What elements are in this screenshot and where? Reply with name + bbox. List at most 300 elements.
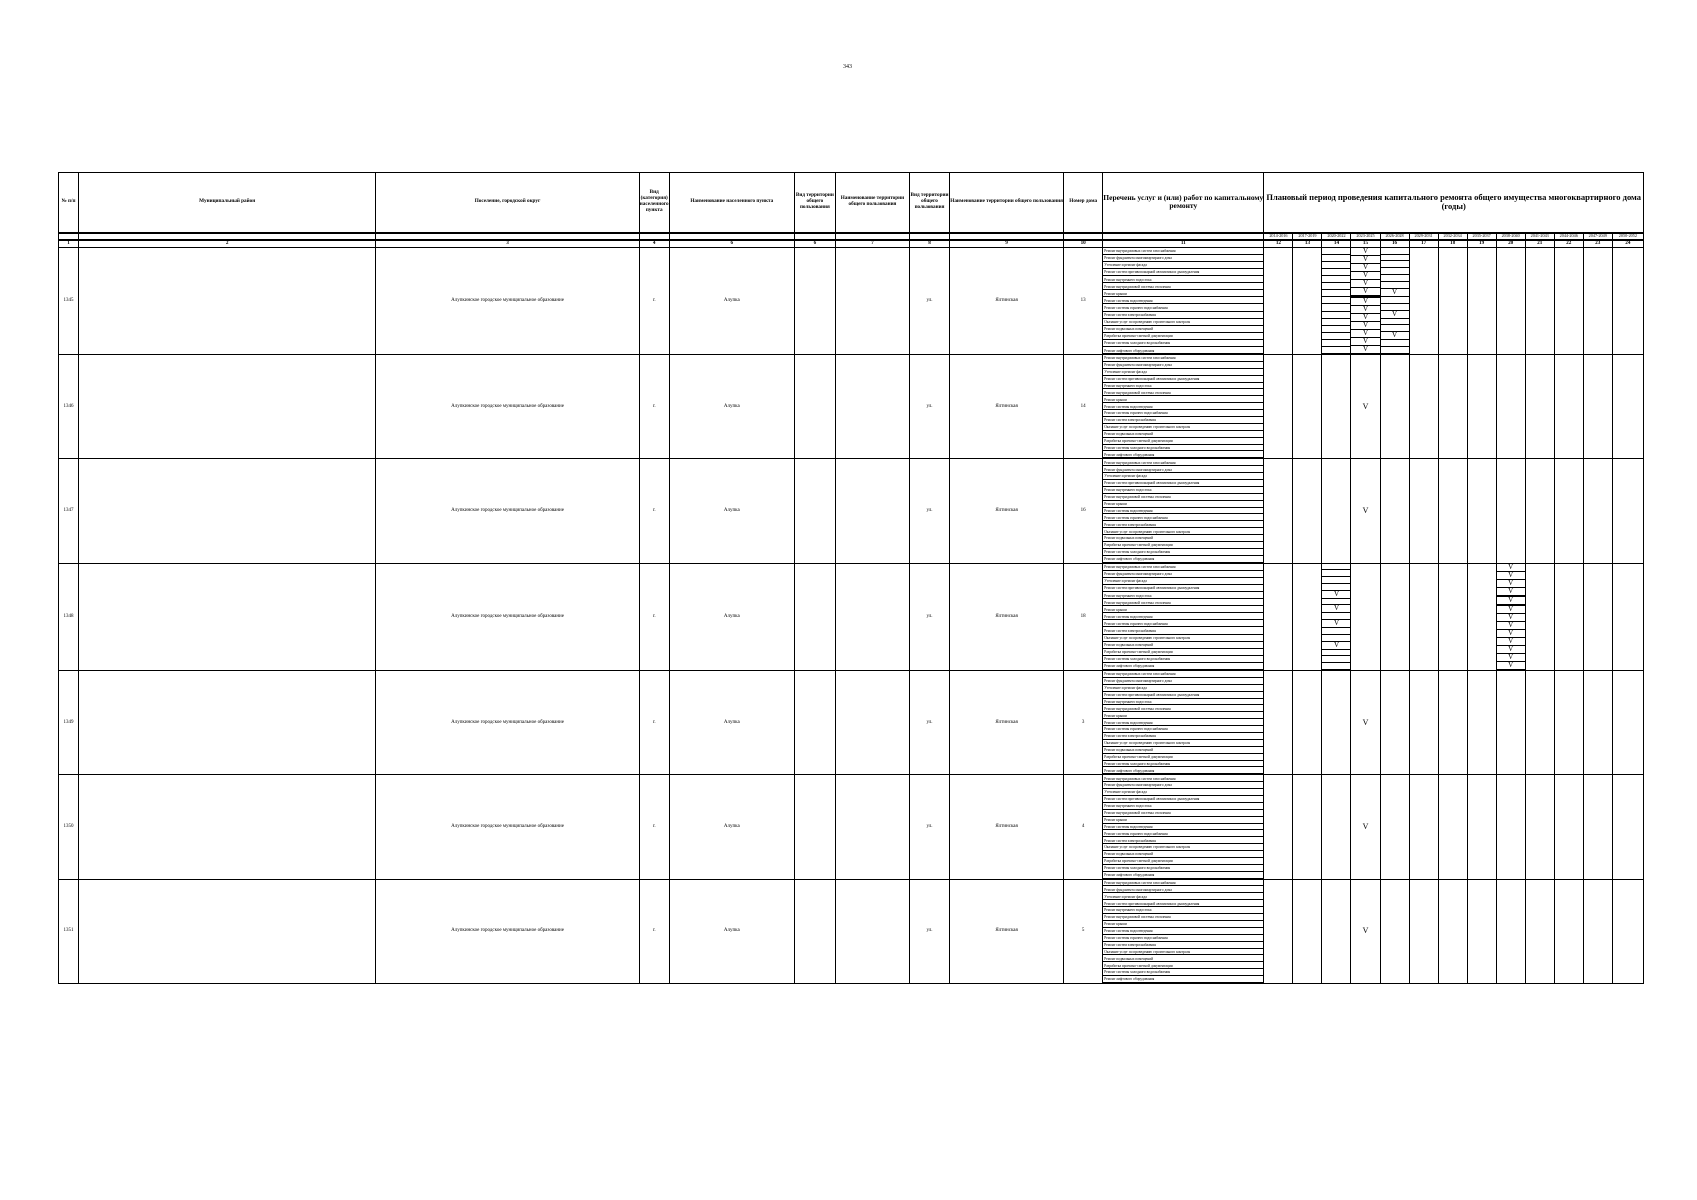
table-row (59, 247, 1644, 354)
year-cell (1409, 775, 1438, 879)
work-item: Оказание услуг по проведению строительного контроля (1103, 635, 1263, 642)
work-item: Оказание услуг по проведению строительного контроля (1103, 528, 1263, 535)
year-spacer-cell (639, 233, 669, 240)
year-cell (1438, 355, 1467, 459)
work-item: Разработка проектно-сметной документации (1103, 438, 1263, 445)
year-cell (1583, 563, 1612, 670)
territory-name-cell (835, 670, 909, 774)
year-cell (1438, 775, 1467, 879)
empty-mark-slot (1381, 297, 1409, 304)
check-mark: V (1497, 654, 1525, 662)
check-mark: V (1497, 630, 1525, 638)
row-number: 1345 (59, 247, 79, 354)
work-item: Ремонт подвальных помещений (1103, 642, 1263, 649)
year-cell (1525, 775, 1554, 879)
header-num: № п/п (59, 173, 79, 233)
street-kind-cell: ул. (909, 247, 949, 354)
year-cell (1438, 247, 1467, 354)
work-item: Ремонт системы водоотведения (1103, 297, 1263, 304)
street-cell: Ялтинская (950, 355, 1064, 459)
district-cell (79, 459, 376, 563)
locality-kind-cell: г. (639, 247, 669, 354)
work-item: Ремонт крыши (1103, 396, 1263, 403)
year-period-header: 2044-2046 (1554, 233, 1583, 240)
work-item: Ремонт внутридомовых систем газоснабжения (1103, 564, 1263, 571)
table-row (59, 879, 1644, 983)
column-number: 20 (1496, 240, 1525, 248)
empty-mark-slot (1322, 347, 1350, 354)
work-item: Ремонт систем противопожарной автоматики и дымоудаления (1103, 269, 1263, 276)
settlement-cell: Алупкинское городское муниципальное образование (376, 670, 639, 774)
work-item: Ремонт систем электроснабжения (1103, 837, 1263, 844)
year-cell (1467, 459, 1496, 563)
row-number: 1348 (59, 563, 79, 670)
work-item: Ремонт системы водоотведения (1103, 613, 1263, 620)
street-kind-cell: ул. (909, 670, 949, 774)
empty-mark-slot (1381, 340, 1409, 347)
work-item: Ремонт систем электроснабжения (1103, 942, 1263, 949)
year-cell (1525, 459, 1554, 563)
work-item: Ремонт систем электроснабжения (1103, 733, 1263, 740)
work-item: Ремонт внутридомовой системы отопления (1103, 810, 1263, 817)
work-item: Ремонт системы холодного водоснабжения (1103, 340, 1263, 347)
works-list-cell (1103, 355, 1264, 459)
header-territory-kind: Вид территории общего пользования (794, 173, 835, 233)
work-item: Разработка проектно-сметной документации (1103, 542, 1263, 549)
year-cell (1467, 355, 1496, 459)
check-mark: V (1362, 506, 1369, 516)
work-item: Оказание услуг по проведению строительного контроля (1103, 740, 1263, 747)
check-mark: V (1362, 926, 1369, 936)
check-mark: V (1362, 717, 1369, 727)
year-cell (1380, 563, 1409, 670)
year-cell (1496, 355, 1525, 459)
work-item: Ремонт системы холодного водоснабжения (1103, 549, 1263, 556)
year-period-header: 2017-2019 (1293, 233, 1322, 240)
check-mark: V (1351, 330, 1379, 338)
locality-kind-cell: г. (639, 879, 669, 983)
year-cell (1380, 355, 1409, 459)
work-item: Ремонт системы водоотведения (1103, 928, 1263, 935)
column-number: 21 (1525, 240, 1554, 248)
check-mark: V (1322, 605, 1350, 613)
year-cell (1351, 247, 1380, 354)
column-number: 16 (1380, 240, 1409, 248)
work-item: Ремонт фундамента многоквартирного дома (1103, 886, 1263, 893)
year-cell (1496, 459, 1525, 563)
locality-cell: Алупка (669, 459, 794, 563)
year-cell (1351, 563, 1380, 670)
year-cell (1380, 247, 1409, 354)
empty-mark-slot (1322, 319, 1350, 326)
year-spacer-cell (376, 233, 639, 240)
work-item: Ремонт подвальных помещений (1103, 747, 1263, 754)
check-mark: V (1497, 646, 1525, 654)
year-cell (1554, 879, 1583, 983)
year-cell (1612, 459, 1643, 563)
year-cell (1496, 247, 1525, 354)
year-cell (1583, 879, 1612, 983)
column-number: 9 (950, 240, 1064, 248)
work-item: Ремонт крыши (1103, 712, 1263, 719)
house-number-cell: 14 (1064, 355, 1103, 459)
work-item: Ремонт внутреннего водостока (1103, 803, 1263, 810)
locality-kind-cell: г. (639, 563, 669, 670)
territory-name-cell (835, 355, 909, 459)
year-spacer-cell (835, 233, 909, 240)
works-list-cell (1103, 459, 1264, 563)
year-period-header: 2050-2052 (1612, 233, 1643, 240)
house-number-cell: 4 (1064, 775, 1103, 879)
work-item: Ремонт внутридомовой системы отопления (1103, 914, 1263, 921)
house-number-cell: 16 (1064, 459, 1103, 563)
year-cell (1293, 879, 1322, 983)
street-kind-cell: ул. (909, 775, 949, 879)
settlement-cell: Алупкинское городское муниципальное образование (376, 563, 639, 670)
work-item: Ремонт систем противопожарной автоматики и дымоудаления (1103, 376, 1263, 383)
street-cell: Ялтинская (950, 459, 1064, 563)
year-cell (1351, 879, 1380, 983)
work-item: Ремонт подвальных помещений (1103, 535, 1263, 542)
header-locality-name: Наименование населенного пункта (669, 173, 794, 233)
work-item: Ремонт фундамента многоквартирного дома (1103, 362, 1263, 369)
year-cell (1322, 355, 1351, 459)
work-item: Ремонт фундамента многоквартирного дома (1103, 466, 1263, 473)
empty-mark-slot (1322, 276, 1350, 283)
capital-repair-register-table (58, 172, 1644, 984)
house-number-cell: 3 (1064, 670, 1103, 774)
work-item: Утепление и ремонт фасада (1103, 685, 1263, 692)
work-item: Ремонт системы горячего водоснабжения (1103, 410, 1263, 417)
empty-mark-slot (1322, 269, 1350, 276)
locality-kind-cell: г. (639, 459, 669, 563)
year-spacer-cell (950, 233, 1064, 240)
year-cell (1612, 775, 1643, 879)
territory-name-cell (835, 563, 909, 670)
year-cell (1612, 247, 1643, 354)
empty-mark-slot (1322, 297, 1350, 304)
year-cell (1525, 879, 1554, 983)
work-item: Ремонт системы холодного водоснабжения (1103, 656, 1263, 663)
work-item: Ремонт внутридомовых систем газоснабжения (1103, 459, 1263, 466)
street-cell: Ялтинская (950, 563, 1064, 670)
house-number-cell: 13 (1064, 247, 1103, 354)
territory-name-cell (835, 775, 909, 879)
work-item: Ремонт лифтового оборудования (1103, 872, 1263, 879)
locality-cell: Алупка (669, 355, 794, 459)
work-item: Ремонт подвальных помещений (1103, 431, 1263, 438)
column-number: 8 (909, 240, 949, 248)
table-row (59, 355, 1644, 459)
check-mark: V (1322, 642, 1350, 650)
territory-name-cell (835, 247, 909, 354)
year-cell (1293, 247, 1322, 354)
empty-mark-slot (1381, 261, 1409, 268)
empty-mark-slot (1381, 275, 1409, 282)
year-cell (1554, 775, 1583, 879)
year-cell (1612, 563, 1643, 670)
empty-mark-slot (1322, 333, 1350, 340)
column-number: 4 (639, 240, 669, 248)
work-item: Ремонт системы горячего водоснабжения (1103, 830, 1263, 837)
year-cell (1467, 247, 1496, 354)
work-item: Ремонт внутридомовых систем газоснабжения (1103, 355, 1263, 362)
year-cell (1409, 879, 1438, 983)
year-cell (1264, 247, 1293, 354)
empty-mark-slot (1322, 577, 1350, 584)
year-cell (1351, 355, 1380, 459)
check-mark: V (1351, 306, 1379, 314)
year-cell (1583, 775, 1612, 879)
work-item: Ремонт крыши (1103, 606, 1263, 613)
territory-kind-cell (794, 879, 835, 983)
check-mark: V (1351, 322, 1379, 330)
table-row (59, 775, 1644, 879)
year-spacer-cell (669, 233, 794, 240)
column-number: 6 (669, 240, 794, 248)
check-mark: V (1351, 272, 1379, 280)
check-mark: V (1362, 822, 1369, 832)
work-item: Утепление и ремонт фасада (1103, 262, 1263, 269)
work-item: Разработка проектно-сметной документации (1103, 962, 1263, 969)
work-item: Ремонт системы горячего водоснабжения (1103, 620, 1263, 627)
year-cell (1438, 879, 1467, 983)
column-number: 13 (1293, 240, 1322, 248)
year-period-header: 2035-2037 (1467, 233, 1496, 240)
work-item: Оказание услуг по проведению строительного контроля (1103, 319, 1263, 326)
check-mark: V (1322, 591, 1350, 599)
column-number: 7 (835, 240, 909, 248)
column-number: 15 (1351, 240, 1380, 248)
settlement-cell: Алупкинское городское муниципальное образование (376, 879, 639, 983)
year-cell (1264, 670, 1293, 774)
territory-kind-cell (794, 247, 835, 354)
work-item: Ремонт внутридомовых систем газоснабжения (1103, 671, 1263, 678)
street-cell: Ялтинская (950, 879, 1064, 983)
year-cell (1525, 563, 1554, 670)
work-item: Ремонт внутридомовых систем газоснабжения (1103, 248, 1263, 255)
year-cell (1351, 670, 1380, 774)
header-street-kind: Вид территории общего пользования (909, 173, 949, 233)
territory-name-cell (835, 879, 909, 983)
column-number: 19 (1467, 240, 1496, 248)
year-cell (1554, 563, 1583, 670)
empty-mark-slot (1322, 656, 1350, 663)
year-cell (1496, 879, 1525, 983)
territory-kind-cell (794, 459, 835, 563)
street-kind-cell: ул. (909, 355, 949, 459)
empty-mark-slot (1322, 312, 1350, 319)
work-item: Утепление и ремонт фасада (1103, 369, 1263, 376)
settlement-cell: Алупкинское городское муниципальное образование (376, 775, 639, 879)
year-cell (1612, 670, 1643, 774)
year-period-header: 2026-2028 (1380, 233, 1409, 240)
empty-mark-slot (1322, 304, 1350, 311)
row-number: 1350 (59, 775, 79, 879)
year-spacer-cell (79, 233, 376, 240)
year-cell (1554, 355, 1583, 459)
district-cell (79, 563, 376, 670)
year-cell (1409, 247, 1438, 354)
empty-mark-slot (1322, 340, 1350, 347)
check-mark: V (1351, 280, 1379, 288)
check-mark: V (1351, 298, 1379, 306)
work-item: Ремонт внутридомовой системы отопления (1103, 705, 1263, 712)
year-cell (1438, 459, 1467, 563)
year-cell (1409, 459, 1438, 563)
column-number: 17 (1409, 240, 1438, 248)
empty-mark-slot (1322, 628, 1350, 635)
year-cell (1293, 355, 1322, 459)
year-cell (1264, 775, 1293, 879)
work-item: Утепление и ремонт фасада (1103, 893, 1263, 900)
year-cell (1322, 247, 1351, 354)
territory-kind-cell (794, 775, 835, 879)
check-mark: V (1497, 606, 1525, 614)
work-item: Ремонт системы водоотведения (1103, 508, 1263, 515)
street-cell: Ялтинская (950, 670, 1064, 774)
check-mark: V (1497, 572, 1525, 580)
check-mark: V (1497, 597, 1525, 605)
work-item: Ремонт внутреннего водостока (1103, 592, 1263, 599)
work-item: Ремонт подвальных помещений (1103, 955, 1263, 962)
work-item: Разработка проектно-сметной документации (1103, 754, 1263, 761)
year-cell (1293, 459, 1322, 563)
year-cell (1380, 670, 1409, 774)
row-number: 1349 (59, 670, 79, 774)
year-cell (1322, 775, 1351, 879)
header-street-name: Наименование территории общего пользования (950, 173, 1064, 233)
check-mark: V (1497, 588, 1525, 596)
street-kind-cell: ул. (909, 459, 949, 563)
column-number: 14 (1322, 240, 1351, 248)
empty-mark-slot (1322, 290, 1350, 297)
column-number: 12 (1264, 240, 1293, 248)
year-cell (1380, 775, 1409, 879)
work-item: Ремонт системы горячего водоснабжения (1103, 304, 1263, 311)
work-item: Утепление и ремонт фасада (1103, 473, 1263, 480)
territory-name-cell (835, 459, 909, 563)
settlement-cell: Алупкинское городское муниципальное образование (376, 247, 639, 354)
work-item: Ремонт системы холодного водоснабжения (1103, 969, 1263, 976)
work-item: Ремонт фундамента многоквартирного дома (1103, 571, 1263, 578)
house-number-cell: 5 (1064, 879, 1103, 983)
year-period-header: 2023-2025 (1351, 233, 1380, 240)
year-cell (1293, 670, 1322, 774)
street-cell: Ялтинская (950, 775, 1064, 879)
column-number: 18 (1438, 240, 1467, 248)
locality-cell: Алупка (669, 879, 794, 983)
work-item: Ремонт крыши (1103, 817, 1263, 824)
work-item: Ремонт системы водоотведения (1103, 824, 1263, 831)
locality-kind-cell: г. (639, 670, 669, 774)
check-mark: V (1351, 314, 1379, 322)
work-item: Ремонт лифтового оборудования (1103, 976, 1263, 983)
house-number-cell: 18 (1064, 563, 1103, 670)
district-cell (79, 355, 376, 459)
locality-kind-cell: г. (639, 775, 669, 879)
header-settlement: Поселение, городской округ (376, 173, 639, 233)
year-cell (1525, 355, 1554, 459)
work-item: Ремонт систем электроснабжения (1103, 521, 1263, 528)
work-item: Оказание услуг по проведению строительного контроля (1103, 844, 1263, 851)
year-spacer-cell (1064, 233, 1103, 240)
check-mark: V (1497, 564, 1525, 572)
work-item: Ремонт систем противопожарной автоматики и дымоудаления (1103, 585, 1263, 592)
year-period-header: 2029-2031 (1409, 233, 1438, 240)
column-number: 1 (59, 240, 79, 248)
work-item: Ремонт системы водоотведения (1103, 719, 1263, 726)
check-mark: V (1351, 264, 1379, 272)
year-cell (1554, 670, 1583, 774)
work-item: Ремонт систем противопожарной автоматики и дымоудаления (1103, 692, 1263, 699)
check-mark: V (1362, 401, 1369, 411)
empty-mark-slot (1322, 570, 1350, 577)
column-number: 11 (1103, 240, 1264, 248)
territory-kind-cell (794, 670, 835, 774)
row-number: 1347 (59, 459, 79, 563)
work-item: Ремонт внутреннего водостока (1103, 276, 1263, 283)
header-house-number: Номер дома (1064, 173, 1103, 233)
empty-mark-slot (1322, 663, 1350, 670)
work-item: Ремонт лифтового оборудования (1103, 767, 1263, 774)
works-list-cell (1103, 670, 1264, 774)
year-cell (1554, 459, 1583, 563)
year-spacer-cell (794, 233, 835, 240)
year-cell (1496, 670, 1525, 774)
year-cell (1380, 459, 1409, 563)
column-number: 10 (1064, 240, 1103, 248)
street-cell: Ялтинская (950, 247, 1064, 354)
column-number: 3 (376, 240, 639, 248)
header-works-list: Перечень услуг и (или) работ по капитальному ремонту (1103, 173, 1264, 233)
empty-mark-slot (1322, 283, 1350, 290)
street-kind-cell: ул. (909, 879, 949, 983)
year-cell (1467, 775, 1496, 879)
year-cell (1583, 459, 1612, 563)
check-mark: V (1497, 638, 1525, 646)
locality-cell: Алупка (669, 563, 794, 670)
work-item: Оказание услуг по проведению строительного контроля (1103, 949, 1263, 956)
year-cell (1351, 459, 1380, 563)
work-item: Ремонт внутреннего водостока (1103, 907, 1263, 914)
column-number: 24 (1612, 240, 1643, 248)
work-item: Ремонт системы холодного водоснабжения (1103, 865, 1263, 872)
row-number: 1346 (59, 355, 79, 459)
year-cell (1583, 247, 1612, 354)
work-item: Утепление и ремонт фасада (1103, 578, 1263, 585)
year-cell (1612, 879, 1643, 983)
table-row (59, 670, 1644, 774)
header-territory-name: Наименование территории общего пользования (835, 173, 909, 233)
empty-mark-slot (1322, 248, 1350, 255)
work-item: Ремонт фундамента многоквартирного дома (1103, 782, 1263, 789)
check-mark: V (1497, 662, 1525, 670)
empty-mark-slot (1322, 326, 1350, 333)
year-cell (1351, 775, 1380, 879)
settlement-cell: Алупкинское городское муниципальное образование (376, 355, 639, 459)
work-item: Ремонт систем электроснабжения (1103, 417, 1263, 424)
work-item: Ремонт системы холодного водоснабжения (1103, 761, 1263, 768)
year-cell (1264, 459, 1293, 563)
work-item: Ремонт системы горячего водоснабжения (1103, 935, 1263, 942)
district-cell (79, 670, 376, 774)
year-cell (1322, 879, 1351, 983)
year-cell (1409, 355, 1438, 459)
work-item: Ремонт систем противопожарной автоматики и дымоудаления (1103, 480, 1263, 487)
work-item: Ремонт систем электроснабжения (1103, 312, 1263, 319)
empty-mark-slot (1381, 268, 1409, 275)
